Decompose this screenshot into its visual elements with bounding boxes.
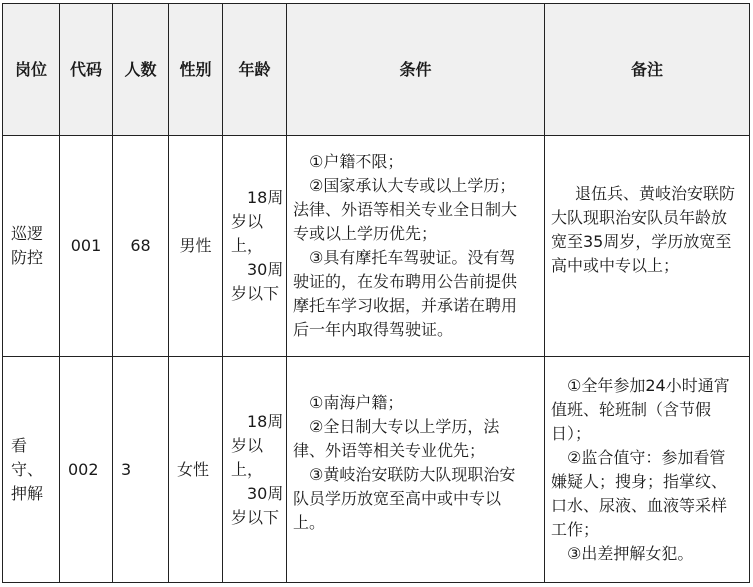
age-line: 18周 [247,411,284,431]
header-code: 代码 [60,4,113,136]
condition-line: ③黄岐治安联防大队现职治安 [309,465,516,484]
remarks-cell [545,136,750,357]
age-cell [223,357,287,583]
condition-line: ①南海户籍； [309,393,404,412]
condition-line: 后一年内取得驾驶证。 [293,320,454,339]
post-cell [3,136,60,357]
header-post: 岗位 [3,4,60,136]
count-cell: 68 [113,136,169,357]
remarks-cell [545,357,750,583]
header-count: 人数 [113,4,169,136]
conditions-cell [287,136,545,357]
remark-line: 工作； [551,519,600,539]
remark-line: 宽至35周岁，学历放宽至 [551,232,732,251]
table-row [3,136,750,357]
age-line: 岁以下 [231,284,280,303]
header-remarks: 备注 [545,4,750,136]
age-line: 上， [231,459,264,479]
age-line: 岁以 [231,212,264,231]
post-line: 押解 [11,483,44,503]
table-row [3,357,750,583]
conditions-cell [287,357,545,583]
header-age: 年龄 [223,4,287,136]
age-line: 30周 [247,260,284,279]
condition-line: 摩托车学习收据，并承诺在聘用 [293,296,518,315]
post-line: 守、 [11,459,44,479]
age-line: 岁以 [231,435,264,455]
post-line: 巡逻 [11,224,44,243]
header-conditions: 条件 [287,4,545,136]
age-line: 30周 [247,483,284,503]
remark-line: 大队现职治安队员年龄放 [551,208,728,227]
condition-line: 专或以上学历优先； [293,224,438,243]
remark-line: ②监合值守：参加看管 [567,447,726,467]
remark-line: 高中或中专以上； [551,256,680,275]
count-cell: 3 [113,357,169,583]
header-gender: 性别 [169,4,223,136]
condition-line: ②全日制大专以上学历，法 [309,417,500,436]
condition-line: 律、外语等相关专业优先； [293,441,486,460]
gender-cell: 男性 [169,136,223,357]
post-cell [3,357,60,583]
code-cell: 002 [60,357,113,583]
post-line: 防控 [11,248,44,267]
age-line: 18周 [247,188,284,207]
code-cell: 001 [60,136,113,357]
condition-line: 队员学历放宽至高中或中专以 [293,489,502,508]
remark-line: 口水、尿液、血液等采样 [551,495,728,515]
condition-line: 上。 [293,513,326,532]
recruitment-table [2,3,750,583]
condition-line: 法律、外语等相关专业全日制大 [293,200,518,219]
gender-cell: 女性 [169,357,223,583]
header-row [3,4,750,136]
condition-line: ③具有摩托车驾驶证。没有驾 [309,248,516,267]
remark-line: 退伍兵、黄岐治安联防 [575,184,736,203]
remark-line: ①全年参加24小时通宵 [567,375,730,395]
remark-line: 日）； [551,423,592,443]
remark-line: 嫌疑人；搜身；指掌纹、 [551,471,728,491]
remark-line: 值班、轮班制（含节假 [551,399,712,419]
age-line: 岁以下 [231,507,280,527]
age-cell [223,136,287,357]
post-line: 看 [11,435,28,455]
condition-line: 驶证的，在发布聘用公告前提供 [293,272,518,291]
remark-line: ③出差押解女犯。 [567,543,694,563]
condition-line: ①户籍不限； [309,152,404,171]
condition-line: ②国家承认大专或以上学历； [309,176,516,195]
age-line: 上， [231,236,264,255]
